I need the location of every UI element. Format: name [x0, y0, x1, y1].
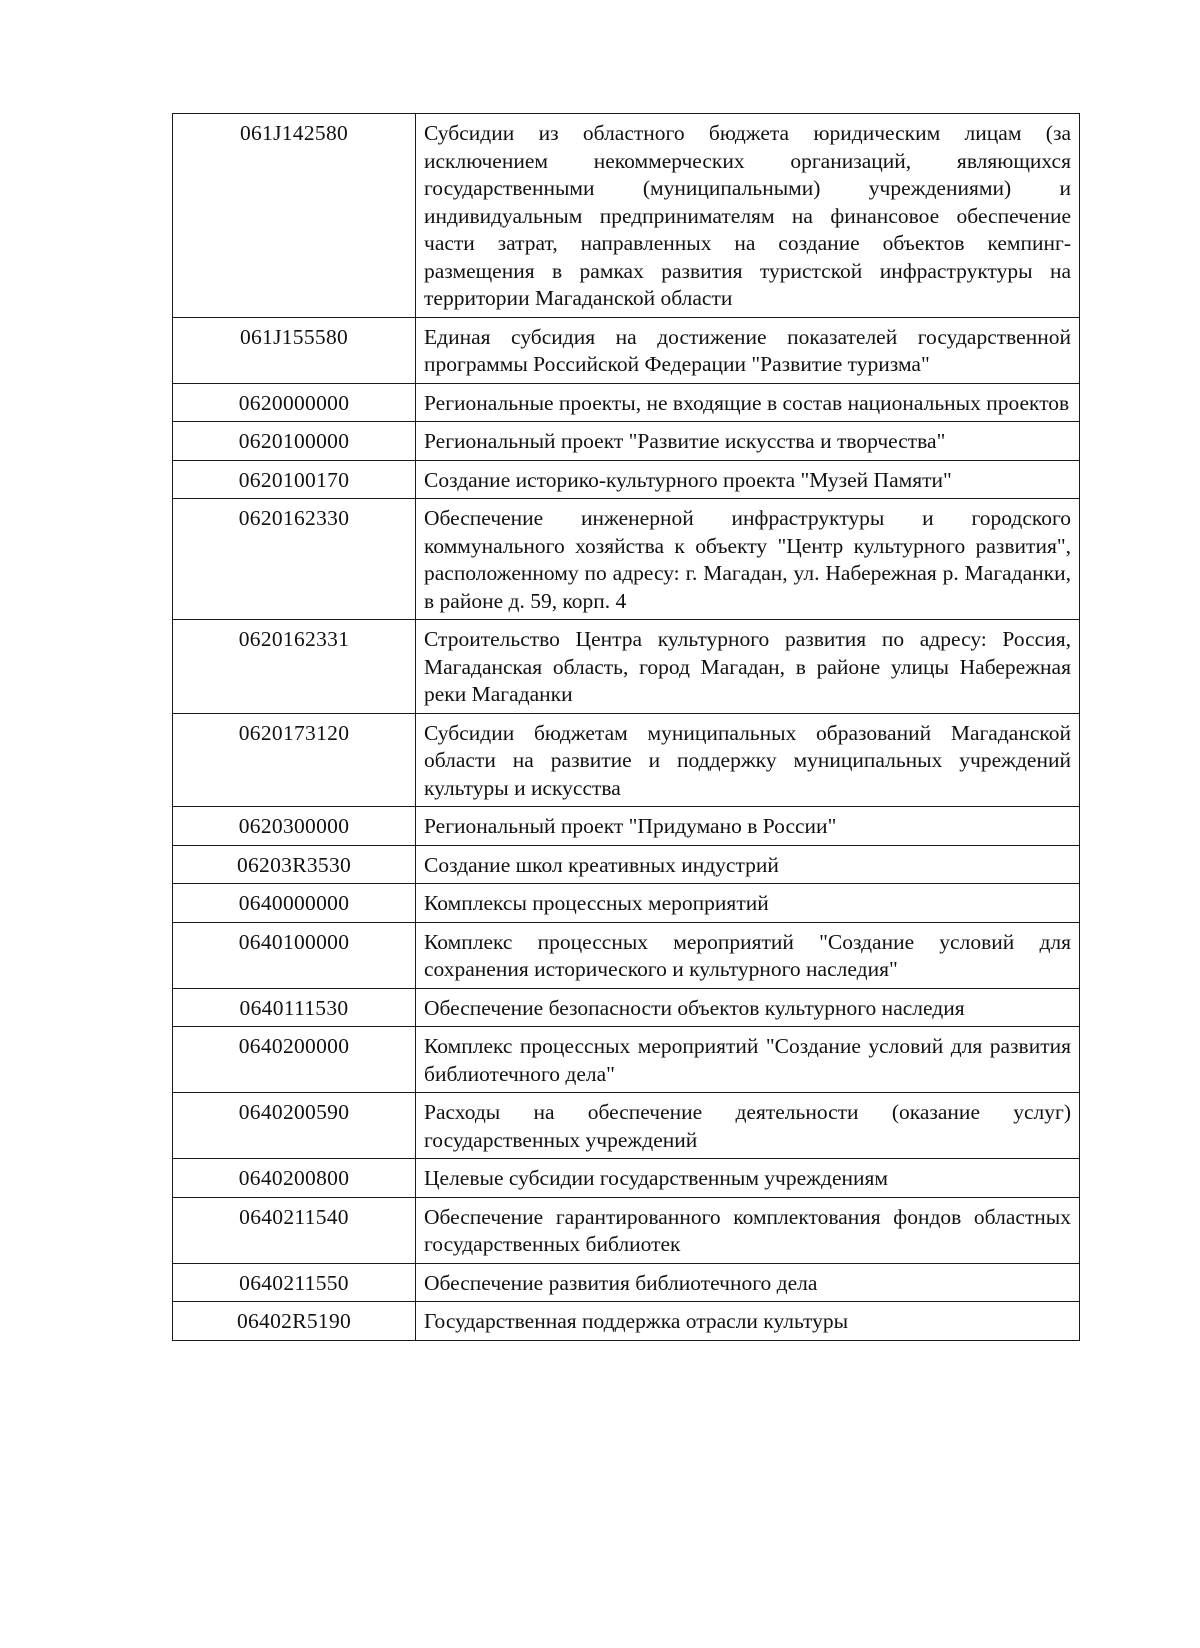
- target-article-code: 061J142580: [173, 114, 416, 318]
- target-article-description: Субсидии из областного бюджета юридическим лицам (за исключением некоммерческих организаций, являющихся государственными (муниципальными) учреждениями) и индивидуальным предпринимателям на финансовое обеспечение части затрат, направленных на создание объектов кемпинг-размещения в рамках развития туристской инфраструктуры на территории Магаданской области: [416, 114, 1080, 318]
- target-article-description: Региональный проект "Придумано в России": [416, 807, 1080, 846]
- target-article-code: 0640111530: [173, 988, 416, 1027]
- target-article-description: Целевые субсидии государственным учреждениям: [416, 1159, 1080, 1198]
- table-row: [173, 713, 1080, 807]
- table-row: [173, 499, 1080, 620]
- target-article-description: Обеспечение инженерной инфраструктуры и городского коммунального хозяйства к объекту "Центр культурного развития", расположенному по адресу: г. Магадан, ул. Набережная р. Магаданки, в районе д. 59, корп. 4: [416, 499, 1080, 620]
- target-article-description: Комплекс процессных мероприятий "Создание условий для развития библиотечного дела": [416, 1027, 1080, 1093]
- target-article-code: 061J155580: [173, 317, 416, 383]
- target-article-code: 0640200800: [173, 1159, 416, 1198]
- target-article-code: 0640211540: [173, 1197, 416, 1263]
- target-article-description: Комплекс процессных мероприятий "Создание условий для сохранения исторического и культурного наследия": [416, 922, 1080, 988]
- target-article-code: 0640100000: [173, 922, 416, 988]
- target-article-code: 0620162331: [173, 620, 416, 714]
- table-row: [173, 114, 1080, 318]
- target-article-description: Единая субсидия на достижение показателей государственной программы Российской Федерации "Развитие туризма": [416, 317, 1080, 383]
- table-row: [173, 620, 1080, 714]
- target-article-code: 0620162330: [173, 499, 416, 620]
- table-row: [173, 988, 1080, 1027]
- table-row: [173, 460, 1080, 499]
- table-row: [173, 317, 1080, 383]
- table-row: [173, 922, 1080, 988]
- table-row: [173, 884, 1080, 923]
- target-article-code: 0620000000: [173, 383, 416, 422]
- target-article-description: Создание школ креативных индустрий: [416, 845, 1080, 884]
- target-article-code: 0640211550: [173, 1263, 416, 1302]
- target-article-description: Обеспечение безопасности объектов культурного наследия: [416, 988, 1080, 1027]
- target-article-code: 0620100000: [173, 422, 416, 461]
- table-row: [173, 1197, 1080, 1263]
- target-article-description: Субсидии бюджетам муниципальных образований Магаданской области на развитие и поддержку муниципальных учреждений культуры и искусства: [416, 713, 1080, 807]
- table-row: [173, 845, 1080, 884]
- table-row: [173, 1159, 1080, 1198]
- table-row: [173, 807, 1080, 846]
- table-row: [173, 383, 1080, 422]
- target-article-description: Государственная поддержка отрасли культуры: [416, 1302, 1080, 1341]
- target-article-code: 0620100170: [173, 460, 416, 499]
- target-article-description: Обеспечение развития библиотечного дела: [416, 1263, 1080, 1302]
- table-row: [173, 1027, 1080, 1093]
- target-article-code: 0620173120: [173, 713, 416, 807]
- target-article-code: 06402R5190: [173, 1302, 416, 1341]
- table-row: [173, 1093, 1080, 1159]
- target-article-description: Региональные проекты, не входящие в состав национальных проектов: [416, 383, 1080, 422]
- target-article-code: 0620300000: [173, 807, 416, 846]
- target-article-description: Обеспечение гарантированного комплектования фондов областных государственных библиотек: [416, 1197, 1080, 1263]
- target-article-code: 06203R3530: [173, 845, 416, 884]
- target-article-description: Комплексы процессных мероприятий: [416, 884, 1080, 923]
- target-article-description: Расходы на обеспечение деятельности (оказание услуг) государственных учреждений: [416, 1093, 1080, 1159]
- target-article-code: 0640200000: [173, 1027, 416, 1093]
- target-article-code: 0640000000: [173, 884, 416, 923]
- target-article-description: Создание историко-культурного проекта "Музей Памяти": [416, 460, 1080, 499]
- target-article-description: Региональный проект "Развитие искусства и творчества": [416, 422, 1080, 461]
- target-article-code: 0640200590: [173, 1093, 416, 1159]
- table-row: [173, 422, 1080, 461]
- table-row: [173, 1263, 1080, 1302]
- budget-classification-table: [172, 113, 1080, 1341]
- table-row: [173, 1302, 1080, 1341]
- target-article-description: Строительство Центра культурного развития по адресу: Россия, Магаданская область, город Магадан, в районе улицы Набережная реки Магаданки: [416, 620, 1080, 714]
